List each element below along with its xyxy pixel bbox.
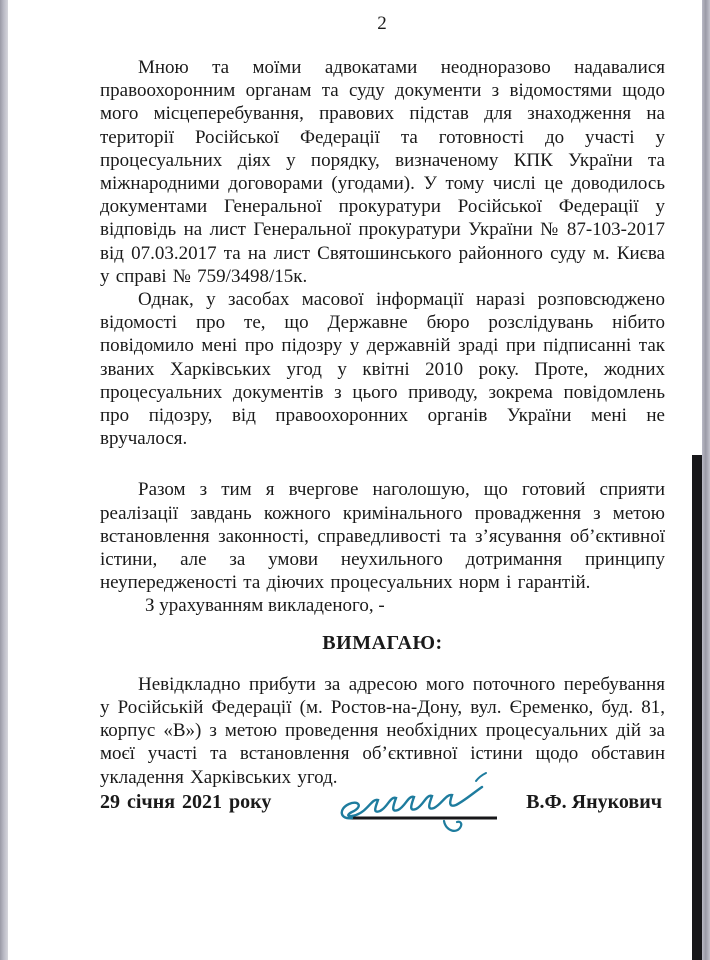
paragraph-readiness-statement: Разом з тим я вчергове наголошую, що готовий сприяти реалізації завдань кожного кримінального провадження з метою встановлення законності, справедливості та з’ясування об’єктивної істини, але за умови неухильного дотримання принципу неупередженості та діючих процесуальних норм і гарантій. [100,479,665,594]
paragraph-media-allegations: Однак, у засобах масової інформації наразі розповсюджено відомості про те, що Державне бюро розслідувань нібито повідомило мені про підозру у державній зраді при підписанні так званих Харківських угод у квітні 2010 року. Проте, жодних процесуальних документів з цього приводу, зокрема повідомлень про підозру, від правоохоронних органів України мені не вручалося. [100,289,665,450]
signature-name: В.Ф. Янукович [526,791,662,813]
scan-edge-right [702,0,710,960]
signature-icon [328,768,513,840]
signature-date: 29 січня 2021 року [100,791,272,813]
paragraph-evidence-submitted: Мною та моїми адвокатами неодноразово надавалися правоохоронним органам та суду документи з відомостями щодо мого місцеперебування, правових підстав для знаходження на території Російської Федерації та готовності до участі у процесуальних діях у порядку, визначеному КПК України та міжнародними договорами (угодами). У тому числі це доводилось документами Генеральної прокуратури Російської Федерації у відповідь на лист Генеральної прокуратури України № 87-103-2017 від 07.03.2017 та на лист Святошинського районного суду м. Києва у справі № 759/3498/15к. [100,57,665,287]
document-body [100,12,665,789]
scan-artifact-bar [692,455,702,960]
page-number: 2 [377,13,388,34]
paragraph-demand-details: Невідкладно прибути за адресою мого поточного перебування у Російській Федерації (м. Ростов-на-Дону, вул. Єременко, буд. 81, корпус «В») з метою проведення необхідних процесуальних дій за моєї участі та встановлення об’єктивної істини щодо обставин укладення Харківських угод. [100,673,665,788]
scan-edge-left [0,0,8,960]
closing-lead-line: З урахуванням викладеного, - [145,595,385,617]
demand-heading: ВИМАГАЮ: [322,631,443,654]
